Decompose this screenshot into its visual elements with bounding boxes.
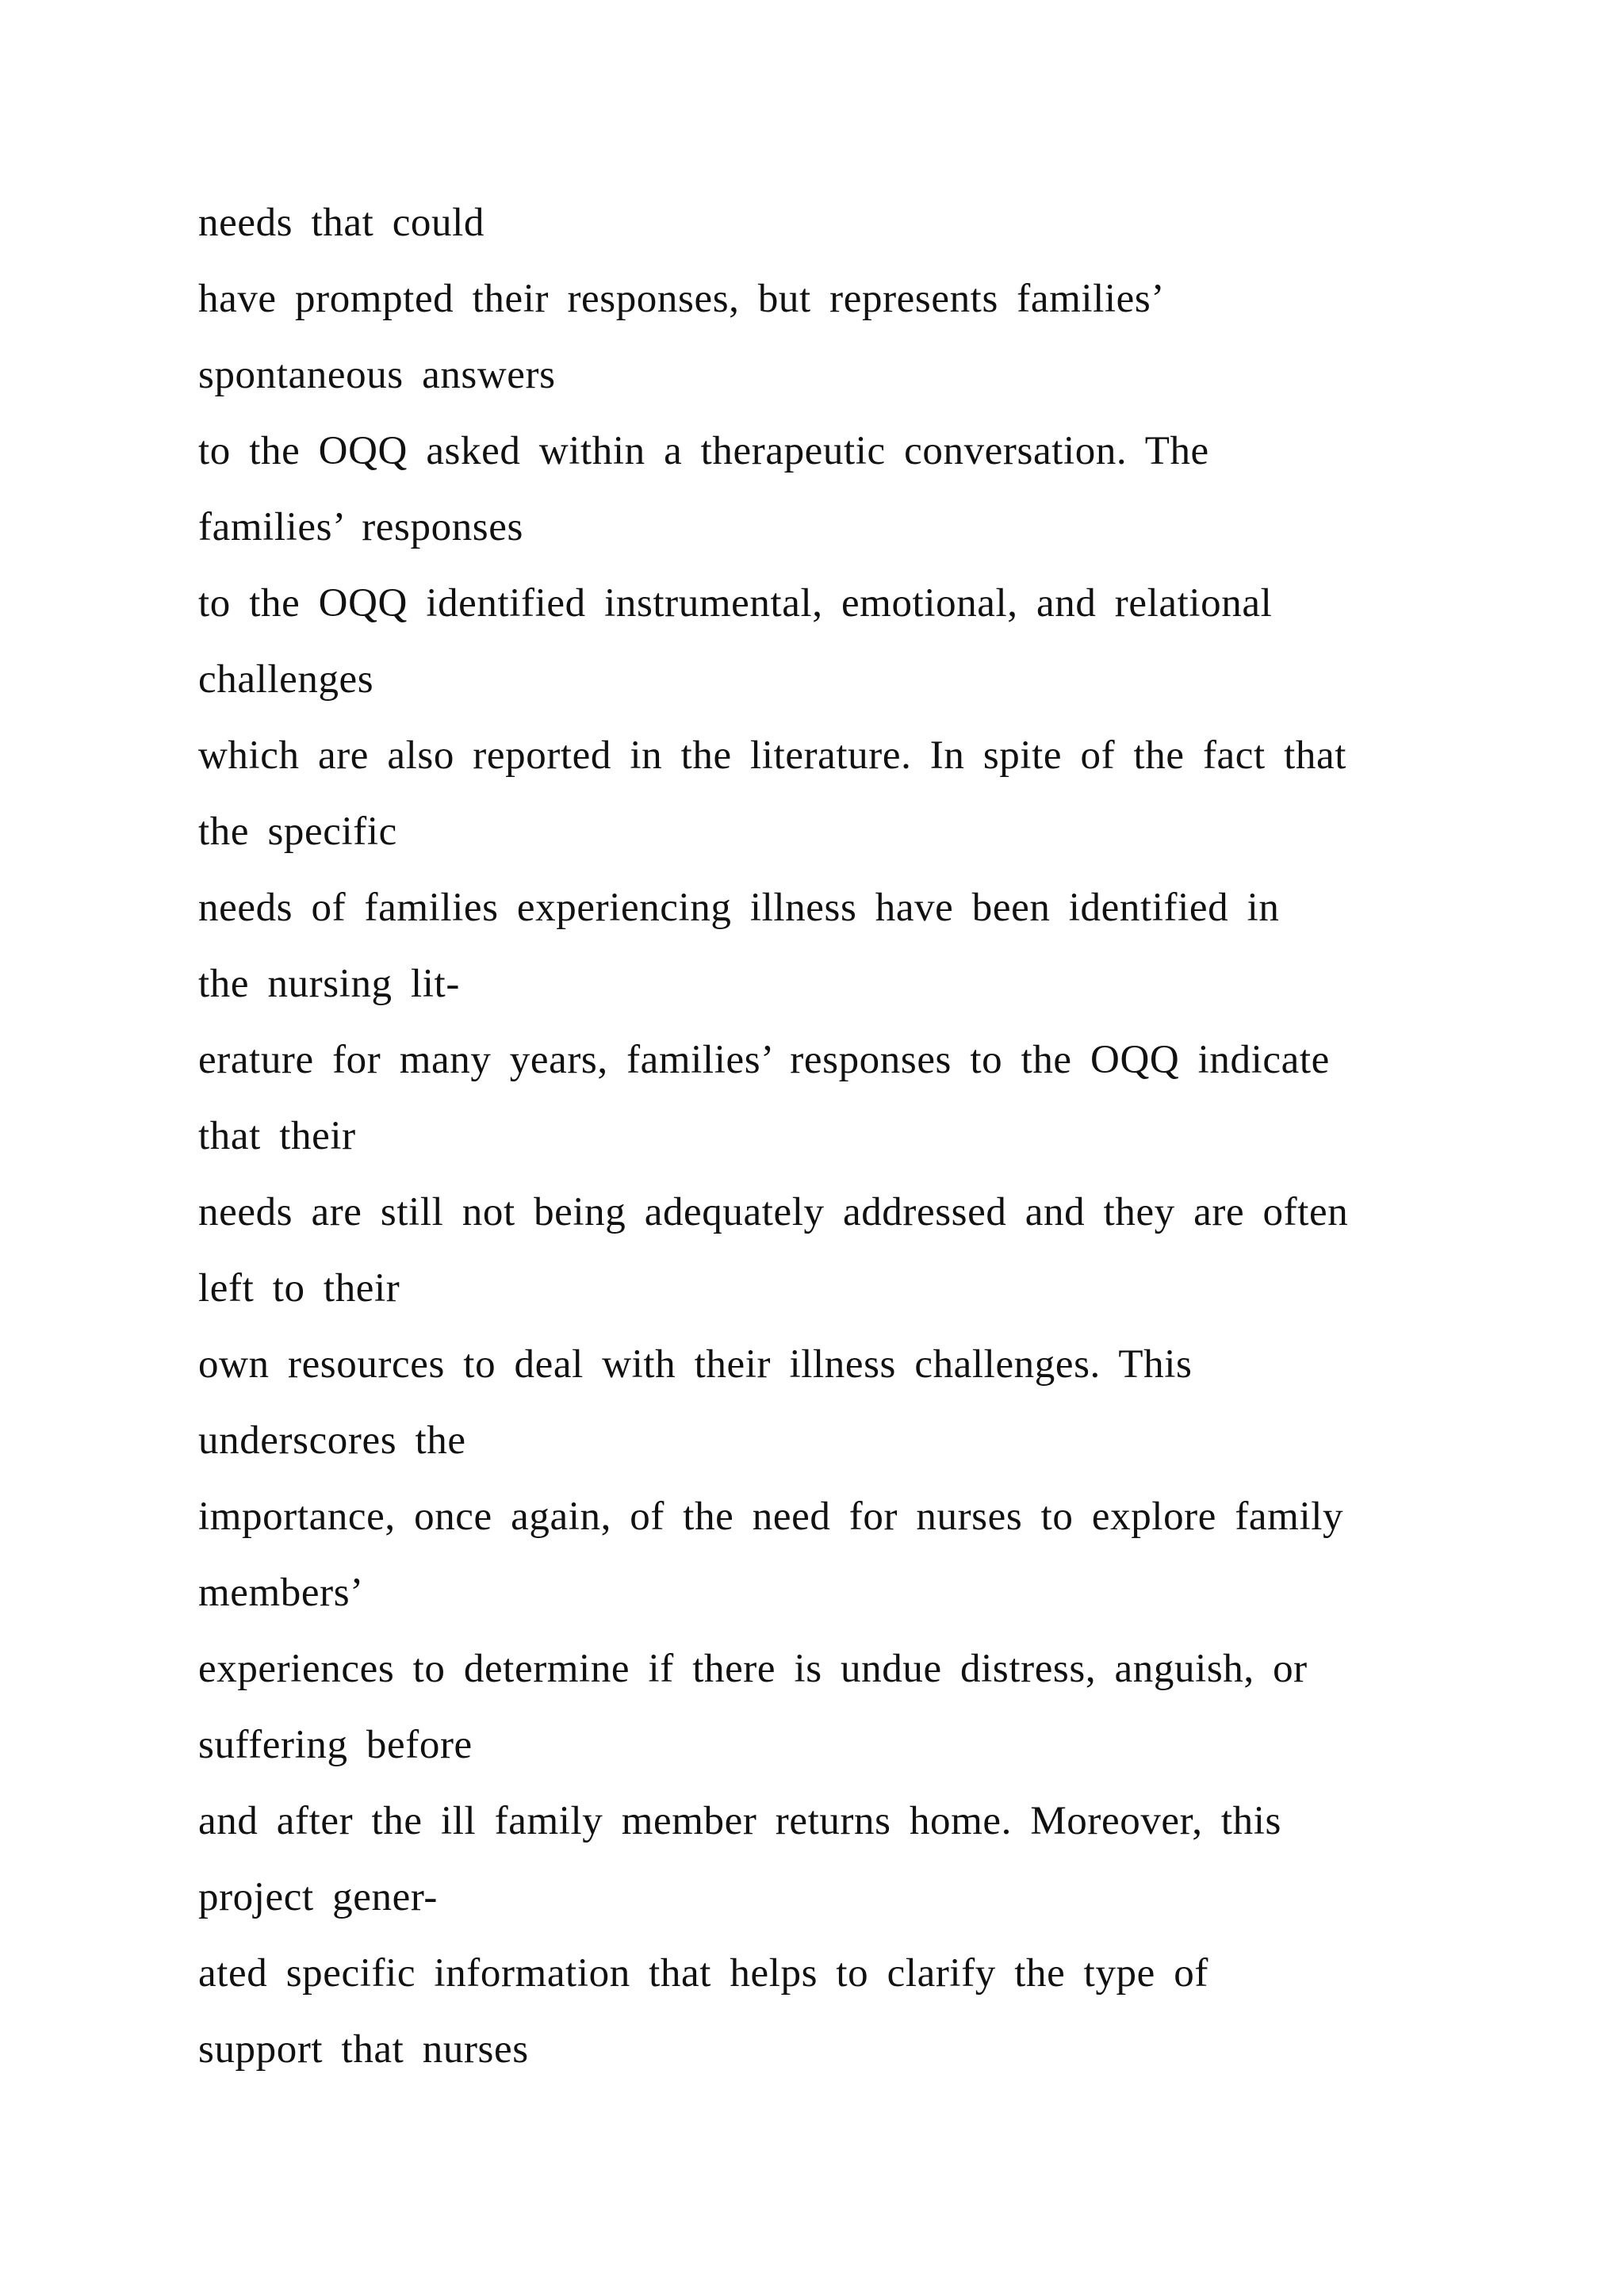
text-line: the specific [198, 809, 397, 854]
text-line: and after the ill family member returns home. Moreover, this [198, 1799, 1281, 1843]
text-line: to the OQQ identified instrumental, emotional, and relational [198, 581, 1273, 626]
body-text [198, 185, 1546, 2087]
text-line: project gener- [198, 1875, 438, 1919]
text-line: spontaneous answers [198, 353, 556, 397]
text-line: erature for many years, families’ responses to the OQQ indicate [198, 1038, 1330, 1082]
text-line: needs that could [198, 201, 485, 245]
text-line: the nursing lit- [198, 962, 460, 1006]
text-line: which are also reported in the literature. In spite of the fact that [198, 733, 1347, 778]
text-line: suffering before [198, 1723, 473, 1767]
text-line: challenges [198, 657, 374, 702]
text-line: own resources to deal with their illness challenges. This [198, 1342, 1193, 1387]
text-line: members’ [198, 1571, 364, 1615]
text-line: underscores the [198, 1418, 466, 1463]
text-line: have prompted their responses, but represents families’ [198, 277, 1165, 321]
text-line: needs of families experiencing illness have been identified in [198, 886, 1280, 930]
text-line: importance, once again, of the need for nurses to explore family [198, 1494, 1344, 1539]
text-line: experiences to determine if there is undue distress, anguish, or [198, 1647, 1308, 1691]
text-line: ated specific information that helps to clarify the type of [198, 1951, 1208, 1996]
text-line: families’ responses [198, 505, 523, 549]
text-line: needs are still not being adequately addressed and they are often [198, 1190, 1349, 1234]
text-line: that their [198, 1114, 356, 1158]
text-line: support that nurses [198, 2027, 529, 2072]
text-line: left to their [198, 1266, 400, 1311]
text-line: to the OQQ asked within a therapeutic conversation. The [198, 429, 1209, 473]
